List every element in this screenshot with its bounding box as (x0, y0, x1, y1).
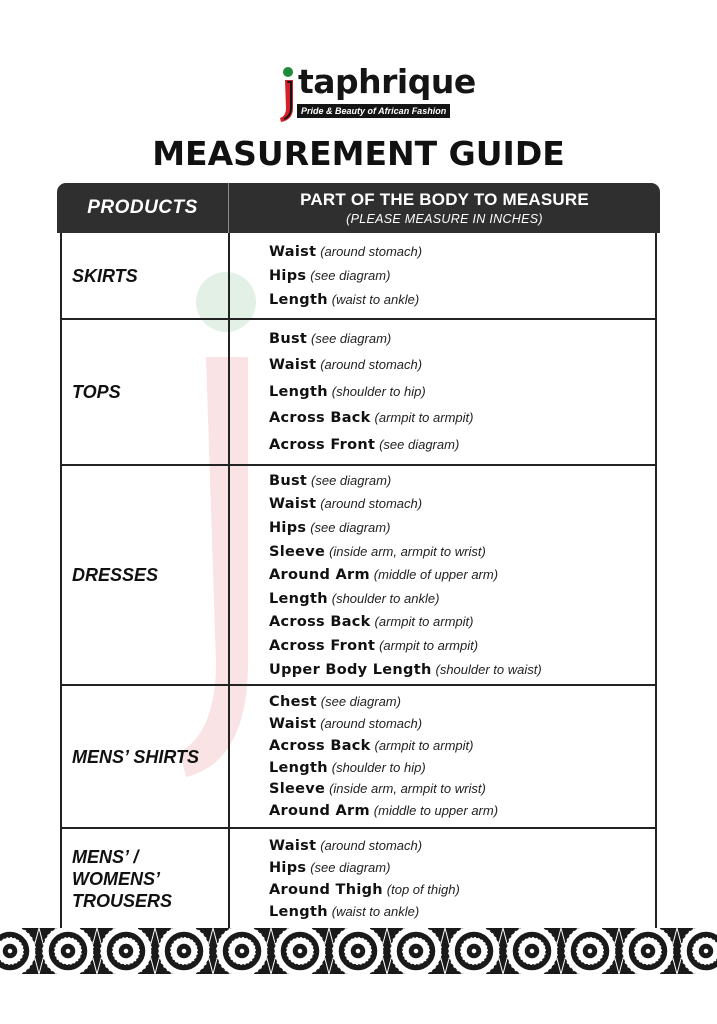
measurement-name: Length (269, 903, 328, 920)
measurement-name: Around Thigh (269, 882, 383, 898)
measurement-name: Hips (269, 267, 307, 284)
measurement-note: (shoulder to ankle) (331, 590, 440, 606)
measurement-item (269, 540, 655, 564)
brand-logo (278, 62, 476, 126)
measurement-note: (around stomach) (320, 715, 423, 731)
measurement-name: Across Front (269, 436, 376, 453)
measurement-item (269, 264, 655, 288)
measurement-item (269, 901, 655, 923)
measurement-name: Length (269, 383, 328, 400)
measurement-note: (armpit to armpit) (379, 637, 479, 653)
measurement-list (230, 466, 655, 684)
measurement-note: (around stomach) (320, 357, 423, 373)
product-name: TOPS (62, 320, 230, 464)
logo-wordmark: taphrique (298, 62, 476, 101)
measurement-item (269, 352, 655, 379)
measurement-item (269, 432, 655, 459)
measurement-list (230, 320, 655, 464)
measurement-item (269, 563, 655, 587)
african-pattern-border (0, 928, 717, 974)
table-row (62, 320, 655, 466)
header-products: PRODUCTS (57, 183, 229, 233)
measurement-name: Sleeve (269, 543, 326, 560)
measurement-note: (around stomach) (320, 838, 423, 854)
measurement-item (269, 634, 655, 658)
product-name: MENS’ SHIRTS (62, 686, 230, 827)
product-name: SKIRTS (62, 233, 230, 318)
measurement-item (269, 735, 655, 757)
measurement-name: Length (269, 759, 328, 776)
measurement-item (269, 240, 655, 264)
measurement-item (269, 757, 655, 779)
measurement-item (269, 326, 655, 353)
measurement-item (269, 492, 655, 516)
measurement-name: Chest (269, 694, 317, 711)
measurement-list (230, 686, 655, 827)
measurement-item (269, 610, 655, 634)
measurement-note: (armpit to armpit) (374, 737, 474, 753)
measurement-note: (waist to ankle) (331, 291, 420, 307)
measurement-note: (shoulder to waist) (435, 661, 542, 677)
measurement-name: Length (269, 291, 328, 308)
header-body (229, 183, 660, 233)
measurement-name: Bust (269, 330, 308, 347)
measurement-note: (around stomach) (320, 496, 423, 512)
table-body (60, 233, 657, 931)
measurement-note: (see diagram) (310, 267, 391, 283)
table-row (62, 686, 655, 829)
measurement-item (269, 469, 655, 493)
measurement-note: (see diagram) (311, 330, 392, 346)
measurement-name: Waist (269, 243, 317, 260)
measurement-note: (inside arm, armpit to wrist) (329, 781, 486, 797)
measurement-name: Hips (269, 520, 307, 537)
measurement-item (269, 658, 655, 682)
measurement-note: (armpit to armpit) (374, 614, 474, 630)
measurement-name: Waist (269, 838, 317, 855)
measurement-note: (top of thigh) (386, 882, 460, 897)
measurement-name: Bust (269, 472, 308, 489)
measurement-note: (see diagram) (311, 472, 392, 488)
measurement-note: (see diagram) (320, 694, 401, 710)
measurement-list (230, 829, 655, 929)
measurement-note: (shoulder to hip) (331, 759, 426, 775)
header-body-subtitle: (PLEASE MEASURE IN INCHES) (346, 212, 543, 226)
measurement-name: Sleeve (269, 781, 326, 798)
logo-tagline: Pride & Beauty of African Fashion (297, 104, 450, 118)
measurement-name: Around Arm (269, 803, 370, 820)
product-name: MENS’ / WOMENS’ TROUSERS (62, 829, 230, 929)
measurement-note: (middle to upper arm) (373, 803, 499, 819)
measurement-item (269, 288, 655, 312)
table-row (62, 466, 655, 686)
measurement-name: Waist (269, 496, 317, 513)
measurement-list (230, 233, 655, 318)
measurement-note: (around stomach) (320, 243, 423, 259)
measurement-item (269, 516, 655, 540)
measurement-item (269, 405, 655, 432)
measurement-note: (see diagram) (310, 860, 391, 876)
table-header (57, 183, 660, 233)
measurement-name: Around Arm (269, 567, 370, 584)
table-row (62, 233, 655, 320)
measurement-note: (inside arm, armpit to wrist) (329, 543, 486, 559)
measurement-name: Waist (269, 715, 317, 732)
measurement-note: (armpit to armpit) (374, 410, 474, 426)
measurement-item (269, 691, 655, 713)
measurement-name: Waist (269, 357, 317, 374)
measurement-note: (waist to ankle) (331, 903, 420, 919)
measurement-item (269, 778, 655, 800)
measurement-note: (see diagram) (310, 520, 391, 536)
measurement-note: (see diagram) (379, 436, 460, 452)
measurement-item (269, 800, 655, 822)
measurement-name: Hips (269, 860, 307, 877)
product-name: DRESSES (62, 466, 230, 684)
page-title: MEASUREMENT GUIDE (152, 134, 565, 173)
measurement-item (269, 713, 655, 735)
measurement-item (269, 879, 655, 901)
measurement-item (269, 835, 655, 857)
measurement-item (269, 857, 655, 879)
measurement-note: (middle of upper arm) (373, 567, 499, 583)
measurement-name: Across Front (269, 637, 376, 654)
measurement-item (269, 587, 655, 611)
measurement-name: Length (269, 590, 328, 607)
measurement-name: Across Back (269, 410, 371, 427)
header-body-title: PART OF THE BODY TO MEASURE (300, 190, 589, 209)
measurement-name: Across Back (269, 737, 371, 754)
measurement-table (57, 183, 660, 931)
measurement-name: Across Back (269, 614, 371, 631)
measurement-note: (shoulder to hip) (331, 383, 426, 399)
table-row (62, 829, 655, 931)
measurement-name: Upper Body Length (269, 661, 432, 678)
measurement-item (269, 379, 655, 406)
